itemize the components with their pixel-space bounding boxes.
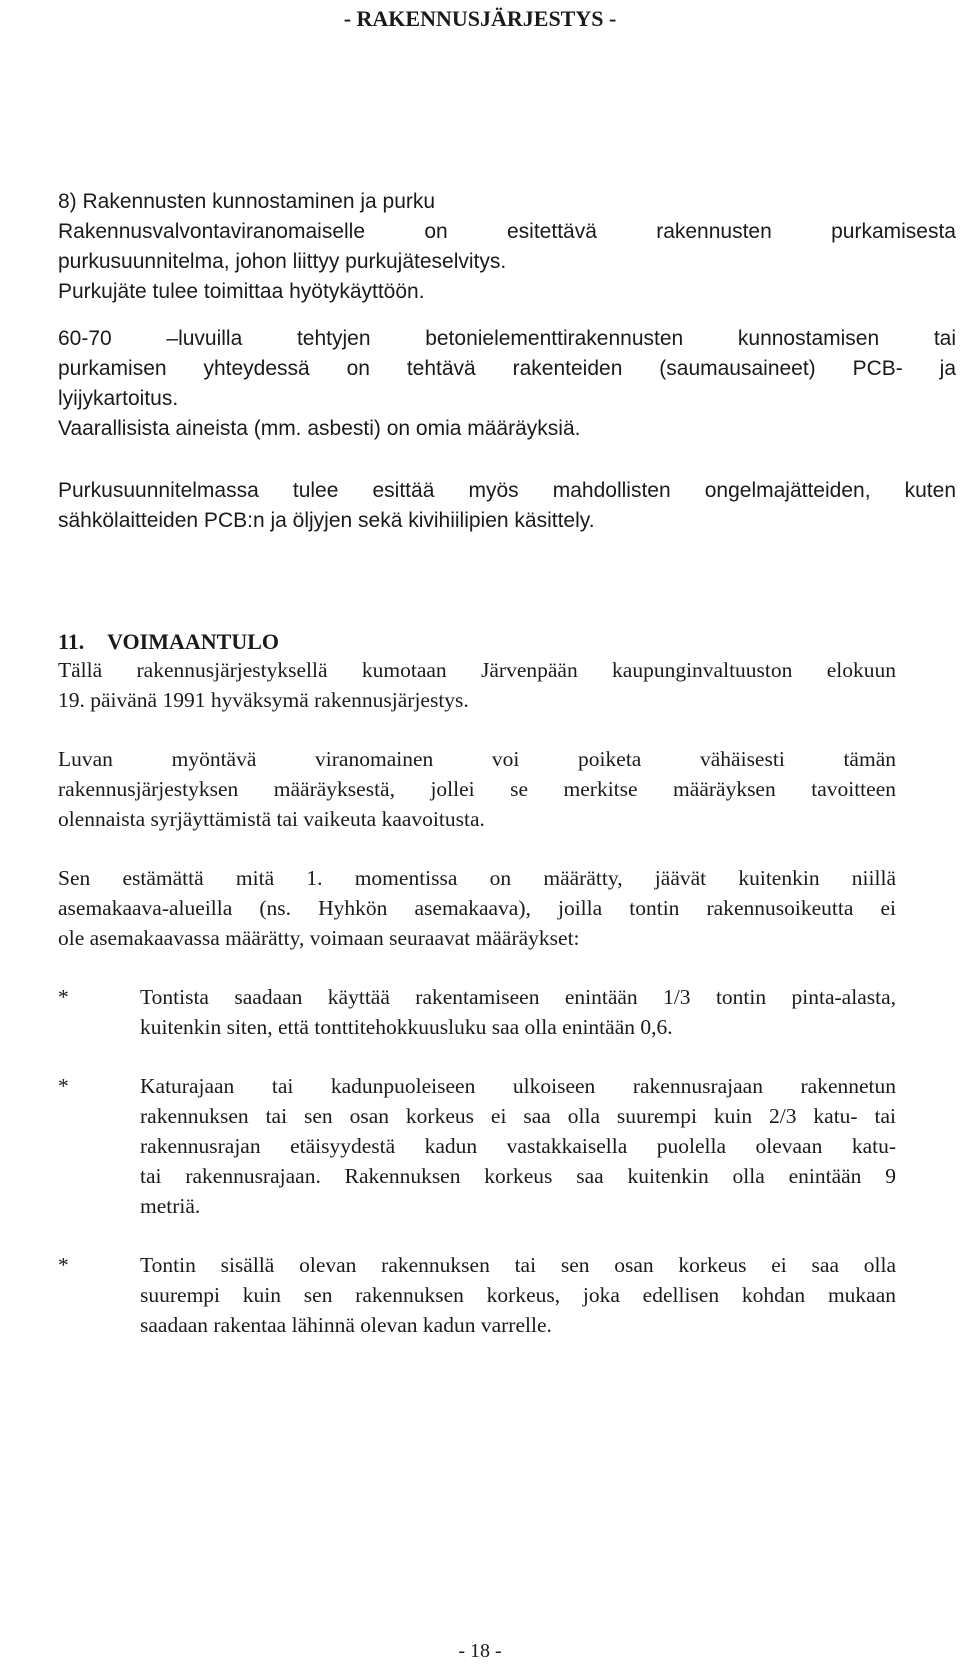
bullet-line: rakennusrajan etäisyydestä kadun vastakkaisella puolella olevaan katu- bbox=[140, 1134, 896, 1158]
paragraph-line: Purkusuunnitelmassa tulee esittää myös mahdollisten ongelmajätteiden, kuten bbox=[58, 479, 956, 502]
paragraph-line: lyijykartoitus. bbox=[58, 387, 179, 410]
page-header-title: - RAKENNUSJÄRJESTYS - bbox=[343, 6, 617, 31]
voimaantulo-paragraph bbox=[58, 655, 896, 715]
bullet-line: saadaan rakentaa lähinnä olevan kadun varrelle. bbox=[140, 1313, 552, 1337]
paragraph-line: Vaarallisista aineista (mm. asbesti) on omia määräyksiä. bbox=[58, 417, 581, 440]
paragraph-line: Tällä rakennusjärjestyksellä kumotaan Järvenpään kaupunginvaltuuston elokuun bbox=[58, 658, 896, 682]
section-8-line: Rakennusvalvontaviranomaiselle on esitettävä rakennusten purkamisesta bbox=[58, 220, 956, 243]
paragraph-line: 60-70 –luvuilla tehtyjen betonielementtirakennusten kunnostamisen tai bbox=[58, 327, 956, 350]
paragraph-line: asemakaava-alueilla (ns. Hyhkön asemakaava), joilla tontin rakennusoikeutta ei bbox=[58, 896, 896, 920]
voimaantulo-paragraph bbox=[58, 744, 896, 834]
paragraph-line: purkamisen yhteydessä on tehtävä rakenteiden (saumausaineet) PCB- ja bbox=[58, 357, 956, 380]
paragraph-line: ole asemakaavassa määrätty, voimaan seuraavat määräykset: bbox=[58, 926, 580, 950]
section-11-heading bbox=[58, 627, 279, 657]
section-8-title: 8) Rakennusten kunnostaminen ja purku bbox=[58, 190, 436, 213]
bullet-line: suurempi kuin sen rakennuksen korkeus, joka edellisen kohdan mukaan bbox=[140, 1283, 896, 1307]
section-8 bbox=[58, 187, 956, 307]
bullet-line: rakennuksen tai sen osan korkeus ei saa olla suurempi kuin 2/3 katu- tai bbox=[140, 1104, 896, 1128]
bullet-marker: * bbox=[58, 1074, 69, 1098]
section-8-line: Purkujäte tulee toimittaa hyötykäyttöön. bbox=[58, 280, 425, 303]
paragraph-line: Sen estämättä mitä 1. momentissa on määrätty, jäävät kuitenkin niillä bbox=[58, 866, 896, 890]
section-title: VOIMAANTULO bbox=[107, 629, 280, 654]
paragraph-line: olennaista syrjäyttämistä tai vaikeuta kaavoitusta. bbox=[58, 807, 485, 831]
bullet-marker: * bbox=[58, 1253, 69, 1277]
bullet-line: kuitenkin siten, että tonttitehokkuusluku saa olla enintään 0,6. bbox=[140, 1015, 673, 1039]
purkusuunnitelma-paragraph bbox=[58, 476, 956, 536]
bullet-line: Tontista saadaan käyttää rakentamiseen enintään 1/3 tontin pinta-alasta, bbox=[140, 985, 896, 1009]
pcb-paragraph bbox=[58, 324, 956, 444]
section-number: 11. bbox=[58, 629, 85, 654]
bullet-marker: * bbox=[58, 985, 69, 1009]
voimaantulo-paragraph bbox=[58, 863, 896, 953]
bullet-line: tai rakennusrajaan. Rakennuksen korkeus saa kuitenkin olla enintään 9 bbox=[140, 1164, 896, 1188]
section-8-line: purkusuunnitelma, johon liittyy purkujäteselvitys. bbox=[58, 250, 507, 273]
page-number: - 18 - bbox=[458, 1640, 502, 1662]
bullet-line: Katurajaan tai kadunpuoleiseen ulkoiseen rakennusrajaan rakennetun bbox=[140, 1074, 896, 1098]
bullet-line: Tontin sisällä olevan rakennuksen tai sen osan korkeus ei saa olla bbox=[140, 1253, 896, 1277]
bullet-line: metriä. bbox=[140, 1194, 201, 1218]
paragraph-line: 19. päivänä 1991 hyväksymä rakennusjärjestys. bbox=[58, 688, 469, 712]
paragraph-line: sähkölaitteiden PCB:n ja öljyjen sekä kivihiilipien käsittely. bbox=[58, 509, 595, 532]
paragraph-line: rakennusjärjestyksen määräyksestä, jollei se merkitse määräyksen tavoitteen bbox=[58, 777, 896, 801]
paragraph-line: Luvan myöntävä viranomainen voi poiketa vähäisesti tämän bbox=[58, 747, 896, 771]
